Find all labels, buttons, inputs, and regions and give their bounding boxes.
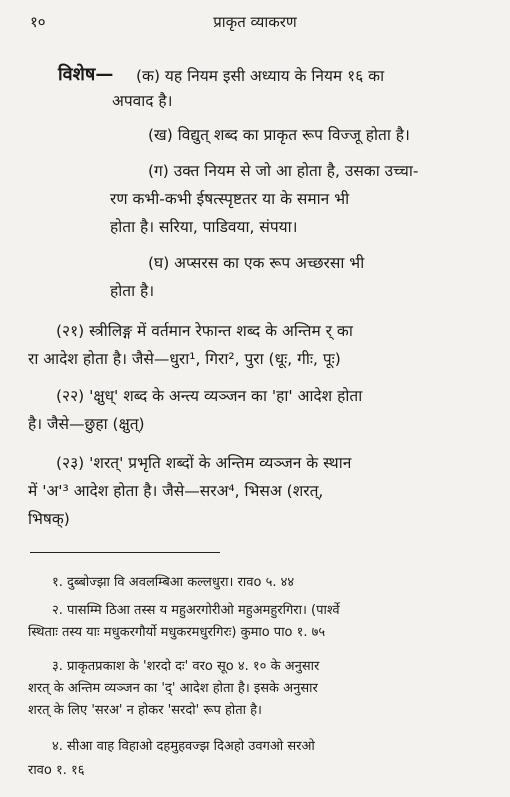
page-header — [0, 12, 510, 34]
footnote-2-line1: २. पासम्मि ठिआ तस्स य महुअरगोरीओ महुअमहुरगिरा। (पार्श्वे — [52, 603, 340, 618]
footnote-4-line2: रावo १. १६ — [28, 763, 85, 778]
note-gha-line1: (घ) अप्सरस का एक रूप अच्छरसा भी — [148, 254, 365, 272]
running-title: प्राकृत व्याकरण — [213, 13, 297, 31]
footnote-3-line1: ३. प्राकृतप्रकाश के 'शरदो दः' वरo सूo ४. १० के अनुसार — [52, 659, 320, 674]
footnote-3-line2: शरत् के अन्तिम व्यञ्जन का 'द्' आदेश होता है। इसके अनुसार — [28, 681, 318, 696]
rule-21-line1: (२१) स्त्रीलिङ्ग में वर्तमान रेफान्त शब्द के अन्तिम र् का — [56, 322, 353, 340]
note-gha-line2: होता है। — [110, 282, 155, 300]
page-number: १० — [30, 13, 46, 31]
rule-23-line1: (२३) 'शरत्' प्रभृति शब्दों के अन्तिम व्यञ्जन के स्थान — [56, 454, 352, 472]
rule-22-line1: (२२) 'क्षुध्' शब्द के अन्त्य व्यञ्जन का 'हा' आदेश होता — [56, 387, 363, 405]
vishesh-label: विशेष— — [58, 64, 114, 85]
note-ka-line2: अपवाद है। — [112, 92, 173, 110]
footnote-divider — [30, 552, 220, 553]
footnote-3-line3: शरत् के लिए 'सरअ' न होकर 'सरदो' रूप होता है। — [28, 703, 262, 718]
note-ga-line1: (ग) उक्त नियम से जो आ होता है, उसका उच्चा- — [148, 162, 419, 180]
rule-23-line2: में 'अ'³ आदेश होता है। जैसे—सरअ⁴, भिसअ (शरत्, — [28, 482, 324, 500]
rule-23-line3: भिषक्) — [28, 510, 70, 528]
note-ga-line3: होता है। सरिया, पाडिवया, संपया। — [110, 218, 298, 236]
footnote-4-line1: ४. सीआ वाह विहाओ दहमुहवज्झ दिअहो उवगओ सरओ — [52, 739, 315, 754]
footnote-2-line2: स्थिताः तस्य याः मधुकरगौर्यो मधुकरमधुरगिरः) कुमाo पाo १. ७५ — [28, 625, 326, 640]
note-kha: (ख) विद्युत् शब्द का प्राकृत रूप विज्जू होता है। — [148, 126, 410, 144]
rule-21-line2: रा आदेश होता है। जैसे—धुरा¹, गिरा², पुरा (धूः, गीः, पूः) — [28, 350, 341, 368]
rule-22-line2: है। जैसे—छुहा (क्षुत्) — [28, 415, 145, 433]
footnote-1: १. दुब्बोज्झा वि अवलम्बिआ कल्लधुरा। रावo ५. ४४ — [52, 575, 295, 590]
note-ga-line2: रण कभी-कभी ईषत्स्पृष्टतर या के समान भी — [110, 190, 350, 208]
note-ka-line1: (क) यह नियम इसी अध्याय के नियम १६ का — [136, 67, 385, 85]
